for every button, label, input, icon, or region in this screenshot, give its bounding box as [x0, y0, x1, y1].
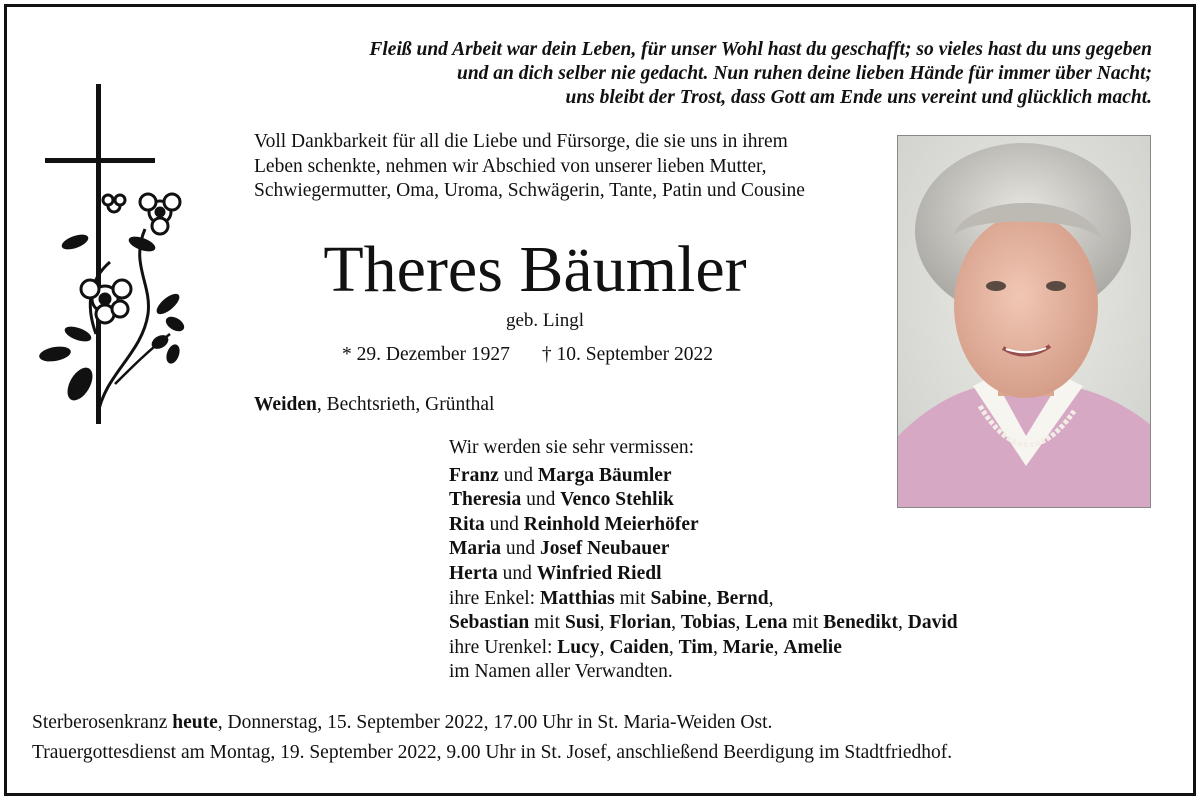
- connector: ,: [898, 612, 908, 634]
- great-grandchild-name: Caiden: [609, 636, 669, 658]
- great-grandchild-name: Amelie: [783, 636, 842, 658]
- mourner-connector: und: [521, 489, 561, 511]
- mourner-name: Franz: [449, 464, 499, 486]
- rosary-line: [32, 708, 952, 738]
- mourner-name: Theresia: [449, 489, 522, 511]
- connector: ,: [773, 636, 784, 658]
- mourners-list: [449, 436, 958, 685]
- mourner-name: Josef Neubauer: [539, 538, 670, 560]
- mourner-couple: [449, 562, 958, 587]
- place-main: Weiden: [254, 394, 317, 415]
- mourner-couple: [449, 513, 958, 538]
- grandchild-name: Tobias: [680, 612, 736, 634]
- deceased-name: Theres Bäumler: [323, 233, 747, 306]
- mourner-couple: [449, 488, 958, 513]
- motto-verse: [192, 38, 1152, 110]
- connector: ,: [599, 612, 610, 634]
- mourner-couple: [449, 464, 958, 489]
- mourner-connector: und: [497, 562, 537, 584]
- funeral-line: Trauergottesdienst am Montag, 19. September 2022, 9.00 Uhr in St. Josef, anschließend Beerdigung im Stadtfriedhof.: [32, 742, 953, 763]
- intro-line: Leben schenkte, nehmen wir Abschied von unserer lieben Mutter,: [254, 155, 767, 177]
- intro-text: [254, 130, 894, 204]
- mourner-connector: und: [500, 538, 540, 560]
- mourner-name: Winfried Riedl: [536, 562, 662, 584]
- great-grandchild-name: Marie: [722, 636, 774, 658]
- connector: mit: [529, 612, 565, 634]
- grandchildren-line: [449, 611, 958, 636]
- grandchildren-line: [449, 587, 958, 612]
- rosary-text: Sterberosenkranz: [32, 712, 173, 733]
- grandchild-name: Sabine: [650, 587, 707, 609]
- grandchild-name: Sebastian: [449, 612, 530, 634]
- intro-line: Voll Dankbarkeit für all die Liebe und Fürsorge, die sie uns in ihrem: [254, 131, 788, 152]
- birth-date: * 29. Dezember 1927: [342, 344, 510, 365]
- mourners-closing: im Namen aller Verwandten.: [449, 661, 673, 683]
- connector: ,: [599, 636, 610, 658]
- grandchild-name: Benedikt: [823, 612, 899, 634]
- grandchild-name: Susi: [564, 612, 600, 634]
- mourner-name: Marga Bäumler: [537, 464, 672, 486]
- great-grandchildren-line: [449, 636, 958, 661]
- death-date: † 10. September 2022: [541, 344, 714, 365]
- great-grandchildren-label: ihre Urenkel:: [449, 636, 558, 658]
- cross-with-flowers-icon: [30, 84, 190, 434]
- place-rest: , Bechtsrieth, Grünthal: [316, 394, 495, 415]
- motto-line: Fleiß und Arbeit war dein Leben, für unser Wohl hast du geschafft; so vieles hast du uns gegeben: [369, 39, 1152, 60]
- grandchildren-label: ihre Enkel:: [449, 587, 540, 609]
- rosary-emphasis: heute: [172, 712, 218, 733]
- mourner-name: Herta: [449, 562, 498, 584]
- connector: ,: [668, 636, 679, 658]
- connector: ,: [735, 612, 746, 634]
- grandchild-name: Lena: [745, 612, 788, 634]
- connector: ,: [713, 636, 723, 658]
- mourner-name: Rita: [449, 513, 485, 535]
- connector: ,: [671, 612, 681, 634]
- great-grandchild-name: Tim: [678, 636, 713, 658]
- mourner-couple: [449, 537, 958, 562]
- grandchild-name: Bernd: [716, 587, 769, 609]
- mourner-name: Reinhold Meierhöfer: [523, 513, 699, 535]
- places-line: [254, 394, 494, 416]
- mourners-intro: Wir werden sie sehr vermissen:: [449, 437, 695, 458]
- connector: ,: [706, 587, 717, 609]
- motto-line: und an dich selber nie gedacht. Nun ruhen deine lieben Hände für immer über Nacht;: [456, 63, 1152, 84]
- mourner-connector: und: [498, 464, 538, 486]
- motto-line: uns bleibt der Trost, dass Gott am Ende uns vereint und glücklich macht.: [565, 87, 1152, 108]
- connector: ,: [768, 587, 774, 609]
- grandchild-name: Florian: [609, 612, 672, 634]
- intro-line: Schwiegermutter, Oma, Uroma, Schwägerin, Tante, Patin und Cousine: [254, 180, 805, 201]
- service-info: [32, 708, 952, 768]
- connector: mit: [787, 612, 824, 634]
- life-dates: [342, 344, 713, 366]
- connector: mit: [614, 587, 651, 609]
- grandchild-name: Matthias: [539, 587, 615, 609]
- mourner-connector: und: [484, 513, 524, 535]
- maiden-name: geb. Lingl: [505, 310, 585, 331]
- mourner-name: Maria: [449, 538, 501, 560]
- rosary-text: , Donnerstag, 15. September 2022, 17.00 Uhr in St. Maria-Weiden Ost.: [217, 712, 773, 733]
- mourner-name: Venco Stehlik: [560, 489, 674, 511]
- grandchild-name: David: [907, 612, 958, 634]
- great-grandchild-name: Lucy: [557, 636, 600, 658]
